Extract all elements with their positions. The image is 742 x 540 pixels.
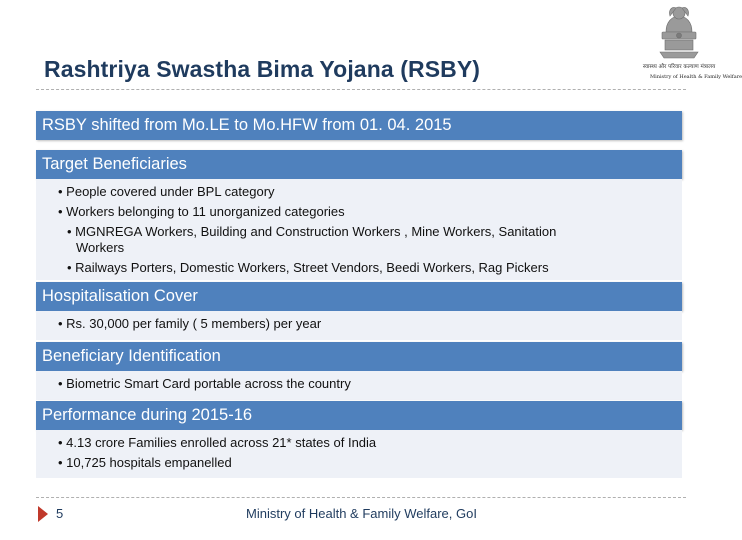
- footer-divider: [36, 497, 686, 498]
- slide-title: Rashtriya Swastha Bima Yojana (RSBY): [44, 56, 481, 82]
- section-heading-beneficiary-identification: Beneficiary Identification: [36, 342, 682, 371]
- arrow-right-icon: [38, 506, 48, 522]
- list-item: • 4.13 crore Families enrolled across 21* states of India: [58, 435, 377, 450]
- title-divider: [36, 89, 686, 90]
- section-heading-performance: Performance during 2015-16: [36, 401, 682, 430]
- section-heading-target-beneficiaries: Target Beneficiaries: [36, 150, 682, 179]
- section-heading-hospitalisation-cover: Hospitalisation Cover: [36, 282, 682, 311]
- page-number: 5: [56, 506, 64, 521]
- section-heading-rsby-shift: RSBY shifted from Mo.LE to Mo.HFW from 01. 04. 2015: [36, 111, 682, 140]
- list-item: • MGNREGA Workers, Building and Construction Workers , Mine Workers, Sanitation: [67, 224, 557, 239]
- list-item: • Biometric Smart Card portable across the country: [58, 376, 351, 391]
- footer-ministry: Ministry of Health & Family Welfare, GoI: [246, 506, 477, 521]
- list-item-continuation: Workers: [76, 240, 125, 255]
- list-item: • Railways Porters, Domestic Workers, Street Vendors, Beedi Workers, Rag Pickers: [67, 260, 549, 275]
- list-item: • Workers belonging to 11 unorganized categories: [58, 204, 345, 219]
- national-emblem: [642, 2, 742, 84]
- emblem-motto: स्वास्थ्य और परिवार कल्याण मंत्रालय: [642, 64, 716, 70]
- list-item: • Rs. 30,000 per family ( 5 members) per year: [58, 316, 322, 331]
- ashoka-emblem-icon: [642, 2, 716, 74]
- list-item: • 10,725 hospitals empanelled: [58, 455, 232, 470]
- emblem-caption: Ministry of Health & Family Welfare: [650, 74, 742, 80]
- list-item: • People covered under BPL category: [58, 184, 275, 199]
